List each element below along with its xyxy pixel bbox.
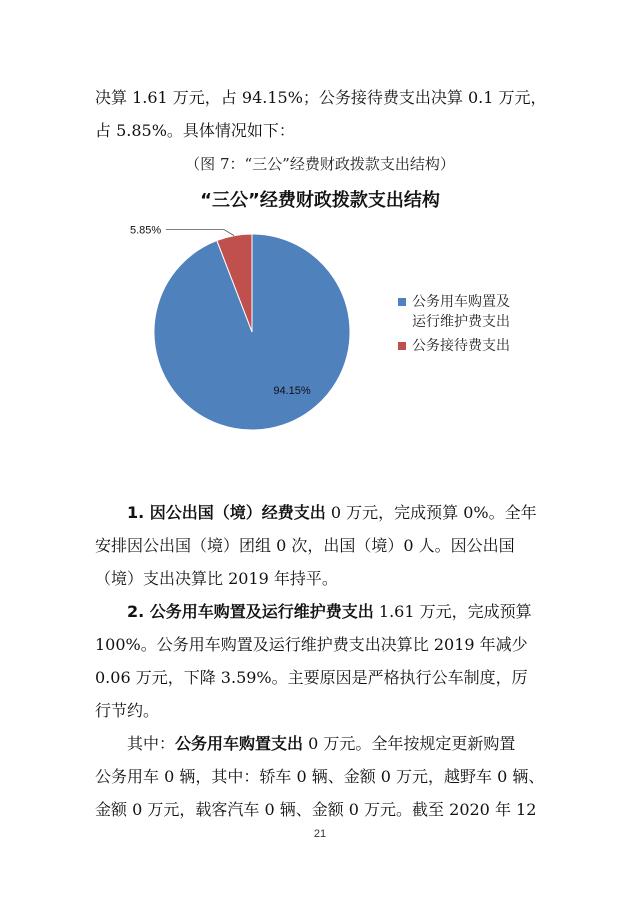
para2-heading: 2. 公务用车购置及运行维护费支出 [127, 602, 374, 621]
para3-line-3: 金额 0 万元，载客汽车 0 辆、金额 0 万元。截至 2020 年 12 [95, 800, 537, 819]
para3-line-1-text: 0 万元。全年按规定更新购置 [303, 734, 516, 753]
intro-line-1: 决算 1.61 万元，占 94.15%；公务接待费支出决算 0.1 万元， [95, 88, 547, 107]
para2-line-2: 100%。公务用车购置及运行维护费支出决算比 2019 年减少 [95, 635, 528, 654]
legend-swatch-vehicle [398, 298, 406, 306]
para2-line-1-text: 1.61 万元，完成预算 [373, 602, 532, 621]
chart-title: “三公”经费财政拨款支出结构 [200, 190, 440, 211]
legend-label-vehicle-1: 公务用车购置及 [412, 294, 510, 310]
legend-item-vehicle [398, 292, 510, 332]
para2-line-3: 0.06 万元，下降 3.59%。主要原因是严格执行公车制度，厉 [95, 668, 528, 687]
para1-line-1-text: 0 万元，完成预算 0%。全年 [325, 503, 537, 522]
para3-line-2: 公务用车 0 辆，其中：轿车 0 辆、金额 0 万元，越野车 0 辆、 [95, 767, 545, 786]
pie-chart [0, 220, 640, 440]
para1-line-1 [95, 503, 545, 523]
para1-line-3: （境）支出决算比 2019 年持平。 [95, 569, 338, 588]
legend-item-reception [398, 336, 510, 356]
leader-line-reception [166, 230, 234, 236]
para3-line-1 [95, 734, 545, 754]
para2-line-1 [95, 602, 545, 622]
pie-slice-vehicle [154, 234, 350, 430]
para1-line-2: 安排因公出国（境）团组 0 次，出国（境）0 人。因公出国 [95, 536, 515, 555]
intro-line-2: 占 5.85%。具体情况如下： [95, 121, 295, 140]
data-label-reception: 5.85% [130, 224, 162, 237]
data-label-vehicle: 94.15% [273, 385, 311, 397]
legend-swatch-reception [398, 342, 406, 350]
para3-heading: 公务用车购置支出 [175, 734, 304, 753]
para1-heading: 1. 因公出国（境）经费支出 [127, 503, 326, 522]
legend-label-reception: 公务接待费支出 [412, 338, 510, 354]
para3-prefix: 其中： [127, 734, 176, 753]
para2-line-4: 行节约。 [95, 701, 160, 720]
figure-caption: （图 7：“三公”经费财政拨款支出结构） [185, 155, 455, 173]
legend-label-vehicle-2: 运行维护费支出 [412, 314, 510, 330]
page-number: 21 [313, 828, 327, 840]
